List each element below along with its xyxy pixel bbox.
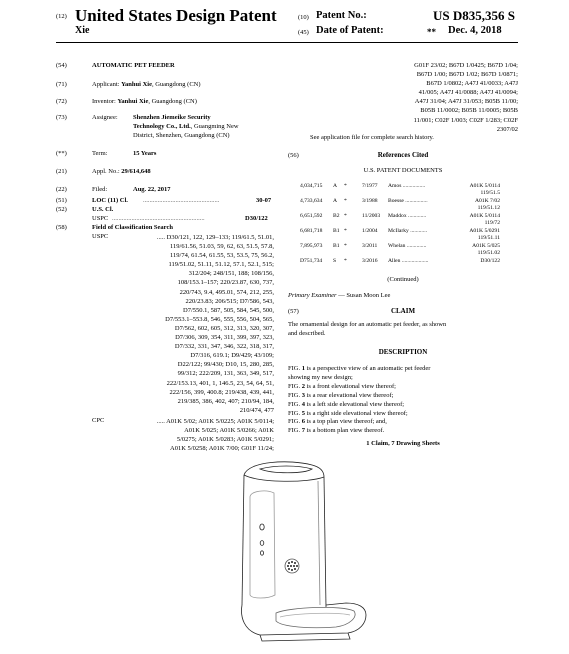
reference-number: 4,034,715 [300, 183, 323, 189]
figure-description-line: FIG. 6 is a top plan view thereof; and, [288, 418, 387, 426]
primary-examiner-name: — Susan Moon Lee [336, 292, 391, 299]
cpc-continuation-line: B05B 11/0002; B05B 11/0005; B05B [420, 107, 518, 115]
assignee-line-2 [133, 123, 239, 130]
reference-star: * [344, 258, 347, 264]
uspc-class-line: D7/553.1–553.8, 546, 555, 556, 504, 565, [165, 315, 274, 323]
reference-row [300, 228, 500, 242]
inventor-field [92, 98, 197, 105]
uspc-class-line: 99/312; 222/209, 131, 363, 349, 517, [177, 370, 274, 378]
reference-inventor: Maddox ............. [388, 213, 427, 219]
us-cl-dots: ......................................................... [112, 215, 205, 222]
appl-no-field [92, 168, 151, 175]
appl-no-label: Appl. No.: [92, 168, 120, 175]
reference-inventor: Whelan .............. [388, 243, 427, 249]
code-58: (58) [56, 224, 67, 231]
reference-inventor: McIlarky ............ [388, 228, 427, 234]
cpc-continuation-line: 41/005; A47J 41/0088; A47J 41/0094; [418, 89, 518, 97]
us-patent-documents-title: U.S. PATENT DOCUMENTS [363, 167, 443, 174]
reference-row [300, 243, 500, 257]
us-cl-value: D30/122 [245, 215, 268, 222]
reference-subclass: 119/51.02 [477, 250, 500, 256]
primary-examiner [288, 292, 390, 299]
reference-row [300, 198, 500, 212]
reference-kind: S [333, 258, 337, 264]
uspc-class-line: 210/474, 477 [239, 406, 274, 414]
reference-inventor: Amos ................ [388, 183, 426, 189]
date-of-patent-label: Date of Patent: [316, 25, 384, 36]
date-of-patent: Dec. 4, 2018 [448, 25, 502, 36]
continued-note: (Continued) [387, 276, 419, 283]
reference-subclass: 119/51.11 [477, 235, 500, 241]
search-history-note: See application file for complete search history. [310, 134, 434, 141]
reference-kind: A [333, 198, 338, 204]
reference-row [300, 183, 500, 197]
cpc-continuation-line: B67D 1/0802; A47J 41/0033; A47J [426, 80, 518, 88]
us-cl-uspc: USPC [92, 215, 109, 222]
code-10: (10) [298, 14, 309, 21]
patent-number: US D835,356 S [433, 8, 515, 23]
pet-feeder-drawing [220, 455, 370, 651]
filed-label: Filed: [92, 186, 108, 193]
code-72: (72) [56, 98, 67, 105]
uspc-class-line: D7/550.1, 587, 505, 584, 545, 500, [183, 306, 274, 314]
inventor-name: Yanhui Xie [117, 98, 149, 105]
date-mark: ** [427, 27, 436, 37]
reference-kind: B1 [333, 228, 340, 234]
reference-class: A01K 7/02 [474, 198, 500, 204]
reference-date: 3/1988 [362, 198, 378, 204]
reference-number: 6,681,718 [300, 228, 323, 234]
reference-kind: B2 [333, 213, 340, 219]
reference-row [300, 258, 500, 272]
reference-star: * [344, 198, 347, 204]
inventor-label: Inventor: [92, 98, 116, 105]
uspc-class-line: ..... D30/121, 122, 129–133; 119/61.5, 51.01, [156, 234, 274, 241]
cpc-continuation-line: G01F 23/02; B67D 1/0425; B67D 1/04; [414, 62, 518, 69]
assignee-company: Technology Co., Ltd. [133, 123, 191, 130]
reference-number: 7,895,973 [300, 243, 323, 249]
uspc-class-line: D7/562, 602, 605, 312, 313, 320, 307, [174, 324, 274, 332]
reference-number: 6,651,592 [300, 213, 323, 219]
figure-description-line: showing my new design; [288, 373, 353, 381]
figure-description-line: FIG. 7 is a bottom plan view thereof. [288, 427, 385, 435]
code-73: (73) [56, 114, 67, 121]
term-label: Term: [92, 150, 108, 157]
reference-date: 3/2011 [362, 243, 378, 249]
loc-dots: ............................................... [143, 197, 220, 204]
applicant-location: , Guangdong (CN) [151, 81, 201, 88]
code-56: (56) [288, 152, 299, 159]
reference-date: 11/2003 [362, 213, 381, 219]
uspc-class-line: 108/153.1–157; 220/23.87, 630, 737, [177, 279, 274, 287]
loc-value: 30-07 [256, 197, 272, 204]
code-51: (51) [56, 197, 67, 204]
cpc-class-line: ..... A01K 5/02; A01K 5/0225; A01K 5/0114; [156, 418, 274, 425]
reference-star: * [344, 243, 347, 249]
figure-description-line: FIG. 4 is a left side elevational view thereof; [288, 400, 405, 408]
us-cl-label: U.S. Cl. [92, 206, 114, 213]
reference-date: 3/2016 [362, 258, 378, 264]
assignee-line-3: District, Shenzhen, Guangdong (CN) [133, 132, 230, 139]
cpc-continuation [288, 61, 518, 134]
applicant-name: Yanhui Xie [121, 81, 152, 88]
inventor-short: Xie [75, 25, 90, 36]
title-field: AUTOMATIC PET FEEDER [92, 62, 175, 69]
uspc-class-line: D7/332, 331, 347, 346, 322, 318, 317, [174, 343, 274, 351]
claim-line: The ornamental design for an automatic pet feeder, as shown [288, 321, 447, 328]
reference-class: D30/122 [480, 258, 500, 264]
references-cited-title: References Cited [377, 151, 429, 159]
loc-label: LOC (11) Cl. [92, 197, 128, 204]
inventor-location: , Guangdong (CN) [148, 98, 197, 105]
feeder-body-left [242, 475, 244, 605]
code-22: (22) [56, 186, 67, 193]
cpc-continuation-line: 2307/02 [496, 125, 518, 133]
claim-line: and described. [288, 330, 326, 337]
reference-date: 1/2004 [362, 228, 378, 234]
reference-date: 7/1977 [362, 183, 378, 189]
cpc-continuation-line: A47J 31/04; A47J 31/053; B05B 11/00; [414, 98, 518, 106]
uspc-class-line: 119/51.02, 51.11, 51.12, 57.1, 52.1, 515; [168, 261, 274, 269]
cpc-class-line: 5/0275; A01K 5/0283; A01K 5/0291; [176, 436, 274, 444]
reference-row [300, 213, 500, 227]
reference-class: A01K 5/025 [472, 243, 500, 249]
appl-no-value: 29/614,648 [121, 168, 151, 175]
assignee-label: Assignee: [92, 114, 118, 121]
uspc-class-line: 220/743, 9.4, 495.01, 574, 212, 255, [179, 288, 274, 296]
reference-kind: A [333, 183, 338, 189]
reference-number: D751,734 [300, 258, 323, 264]
field-search-cpc-label: CPC [92, 417, 105, 424]
reference-inventor: Allen ................... [388, 258, 429, 264]
code-54: (54) [56, 62, 67, 69]
cpc-classes [112, 417, 274, 453]
code-57: (57) [288, 308, 299, 315]
cpc-class-line: A01K 5/025; A01K 5/0266; A01K [184, 427, 274, 435]
code-21: (21) [56, 168, 67, 175]
claim-title: CLAIM [390, 307, 416, 315]
uspc-class-line: 219/385, 386, 402, 407; 210/94, 184, [177, 397, 274, 405]
cpc-continuation-line: 11/001; C02F 1/003; C02F 1/283; C02F [413, 116, 518, 124]
reference-kind: B1 [333, 243, 340, 249]
uspc-class-line: 119/61.56, 51.03, 59, 62, 63, 51.5, 57.8, [170, 243, 274, 251]
uspc-class-line: 312/204; 248/151, 188; 108/156, [188, 270, 274, 278]
assignee-location: , Guangming New [190, 123, 239, 130]
document-title: United States Design Patent [75, 6, 277, 25]
uspc-class-line: D7/306, 309, 354, 311, 399, 397, 323, [175, 334, 274, 342]
cpc-class-line: A01K 5/0258; A01K 7/00; G01F 11/24; [170, 445, 274, 453]
reference-star: * [344, 213, 347, 219]
uspc-class-line: D22/122; 99/430; D10, 15, 280, 285, [177, 361, 274, 369]
reference-star: * [344, 183, 347, 189]
assignee-line-1: Shenzhen Jiemeike Security [133, 114, 211, 121]
code-12: (12) [56, 13, 67, 20]
figure-descriptions [288, 365, 518, 436]
field-search-uspc-label: USPC [92, 233, 109, 240]
claim-text [288, 320, 518, 338]
uspc-class-line: 222/153.13, 401, 1, 146.5, 23, 54, 64, 51, [166, 379, 274, 387]
uspc-class-line: 222/156, 399, 400.8; 219/438, 439, 441, [169, 388, 274, 396]
reference-star: * [344, 228, 347, 234]
filed-value: Aug. 22, 2017 [133, 186, 171, 193]
reference-class: A01K 5/0114 [469, 183, 500, 189]
code-52: (52) [56, 206, 67, 213]
primary-examiner-label: Primary Examiner [288, 292, 337, 299]
uspc-class-line: 220/23.83; 206/515; D7/586, 543, [185, 297, 274, 305]
claims-drawings-count: 1 Claim, 7 Drawing Sheets [366, 440, 440, 447]
uspc-class-line: D7/316, 619.1; D9/429; 43/109; [190, 352, 274, 360]
reference-class: A01K 5/0291 [469, 228, 500, 234]
speaker-grille [285, 559, 299, 573]
patent-number-label: Patent No.: [316, 10, 367, 21]
reference-number: 4,733,634 [300, 198, 323, 204]
figure-description-line: FIG. 5 is a right side elevational view thereof; [288, 409, 408, 417]
applicant-label: Applicant: [92, 81, 120, 88]
reference-subclass: 119/51.12 [477, 205, 500, 211]
uspc-class-line: 119/74, 61.54, 61.55, 53, 53.5, 75, 56.2, [170, 252, 274, 260]
reference-inventor: Boesse ................ [388, 198, 428, 204]
term-value: 15 Years [133, 150, 157, 157]
references-table [300, 183, 518, 273]
figure-description-line: FIG. 1 is a perspective view of an automatic pet feeder [288, 365, 431, 372]
figure-description-line: FIG. 3 is a rear elevational view thereof; [288, 391, 394, 399]
reference-subclass: 119/72 [484, 220, 500, 226]
description-title: DESCRIPTION [378, 348, 428, 356]
figure-description-line: FIG. 2 is a front elevational view thereof; [288, 382, 396, 390]
code-71: (71) [56, 81, 67, 88]
applicant-field [92, 81, 201, 88]
reference-class: A01K 5/0114 [469, 213, 500, 219]
header-rule [56, 42, 518, 43]
uspc-classes [112, 233, 274, 415]
reference-subclass: 119/51.5 [480, 190, 500, 196]
field-search-label: Field of Classification Search [92, 224, 173, 231]
cpc-continuation-line: B67D 1/00; B67D 1/02; B67D 1/0871; [416, 71, 518, 79]
code-45: (45) [298, 29, 309, 36]
code-term: (**) [56, 150, 67, 157]
